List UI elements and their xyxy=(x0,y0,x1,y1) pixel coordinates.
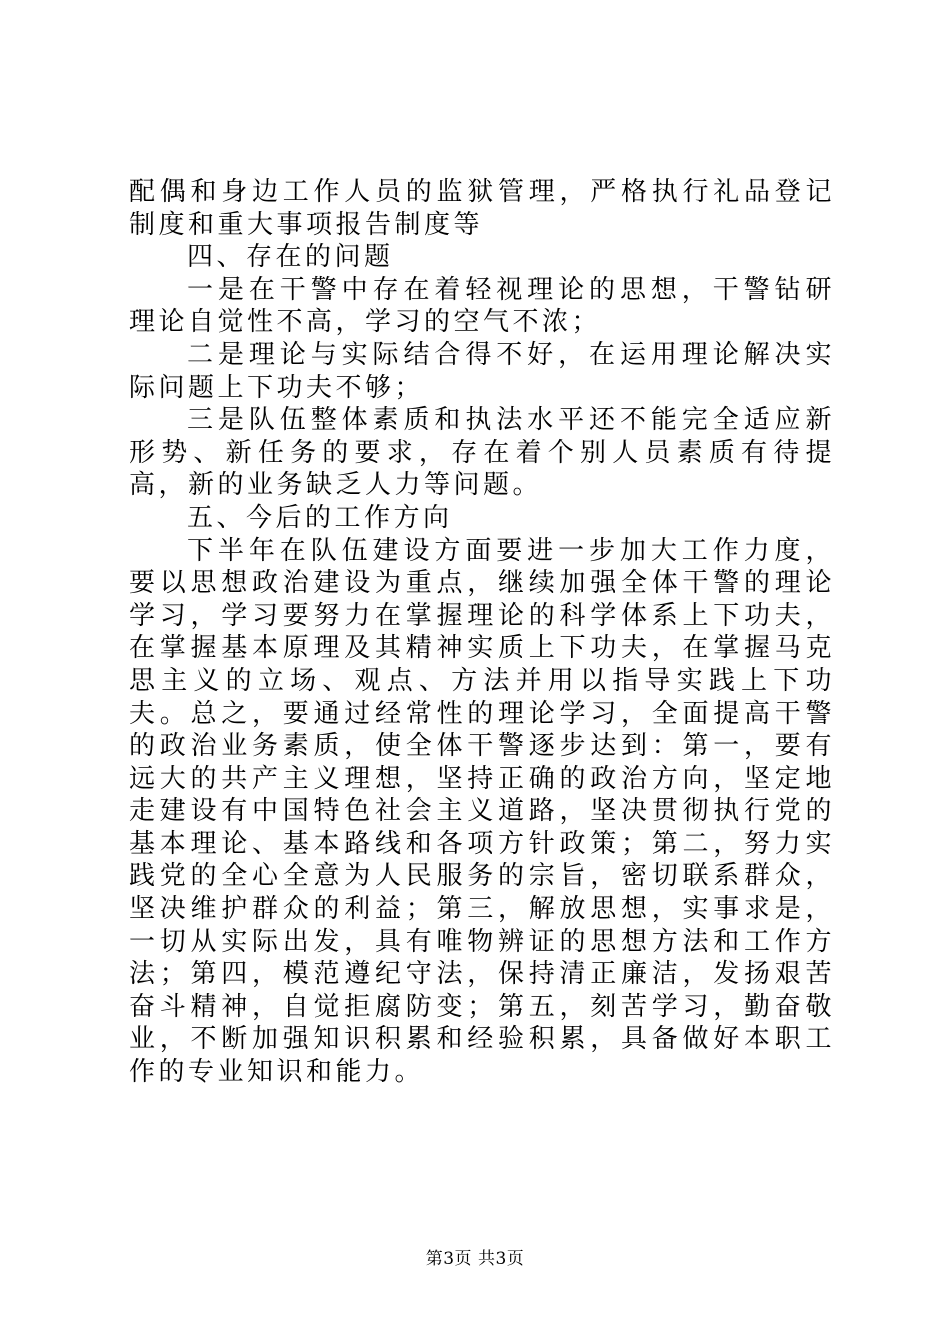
paragraph-continuation: 配偶和身边工作人员的监狱管理，严格执行礼品登记制度和重大事项报告制度等 xyxy=(129,177,835,240)
document-body xyxy=(129,176,835,1089)
paragraph-problem-2: 二是理论与实际结合得不好，在运用理论解决实际问题上下功夫不够； xyxy=(129,339,835,403)
page-number-label: 第3页 共3页 xyxy=(425,1249,525,1269)
section-heading-future-direction: 五、今后的工作方向 xyxy=(187,502,453,533)
section-heading-problems: 四、存在的问题 xyxy=(187,242,394,273)
page-footer xyxy=(0,1244,950,1269)
paragraph-problem-3: 三是队伍整体素质和执法水平还不能完全适应新形势、新任务的要求，存在着个别人员素质有待提高，新的业务缺乏人力等问题。 xyxy=(129,405,835,501)
paragraph-future-direction: 下半年在队伍建设方面要进一步加大工作力度，要以思想政治建设为重点，继续加强全体干警的理论学习，学习要努力在掌握理论的科学体系上下功夫，在掌握基本原理及其精神实质上下功夫，在掌握马克思主义的立场、观点、方法并用以指导实践上下功夫。总之，要通过经常性的理论学习，全面提高干警的政治业务素质，使全体干警逐步达到：第一，要有远大的共产主义理想，坚持正确的政治方向，坚定地走建设有中国特色社会主义道路，坚决贯彻执行党的基本理论、基本路线和各项方针政策；第二，努力实践党的全心全意为人民服务的宗旨，密切联系群众，坚决维护群众的利益；第三，解放思想，实事求是，一切从实际出发，具有唯物辨证的思想方法和工作方法；第四，模范遵纪守法，保持清正廉洁，发扬艰苦奋斗精神，自觉拒腐防变；第五，刻苦学习，勤奋敬业，不断加强知识积累和经验积累，具备做好本职工作的专业知识和能力。 xyxy=(129,535,835,1088)
paragraph-problem-1: 一是在干警中存在着轻视理论的思想，干警钻研理论自觉性不高，学习的空气不浓； xyxy=(129,274,835,338)
